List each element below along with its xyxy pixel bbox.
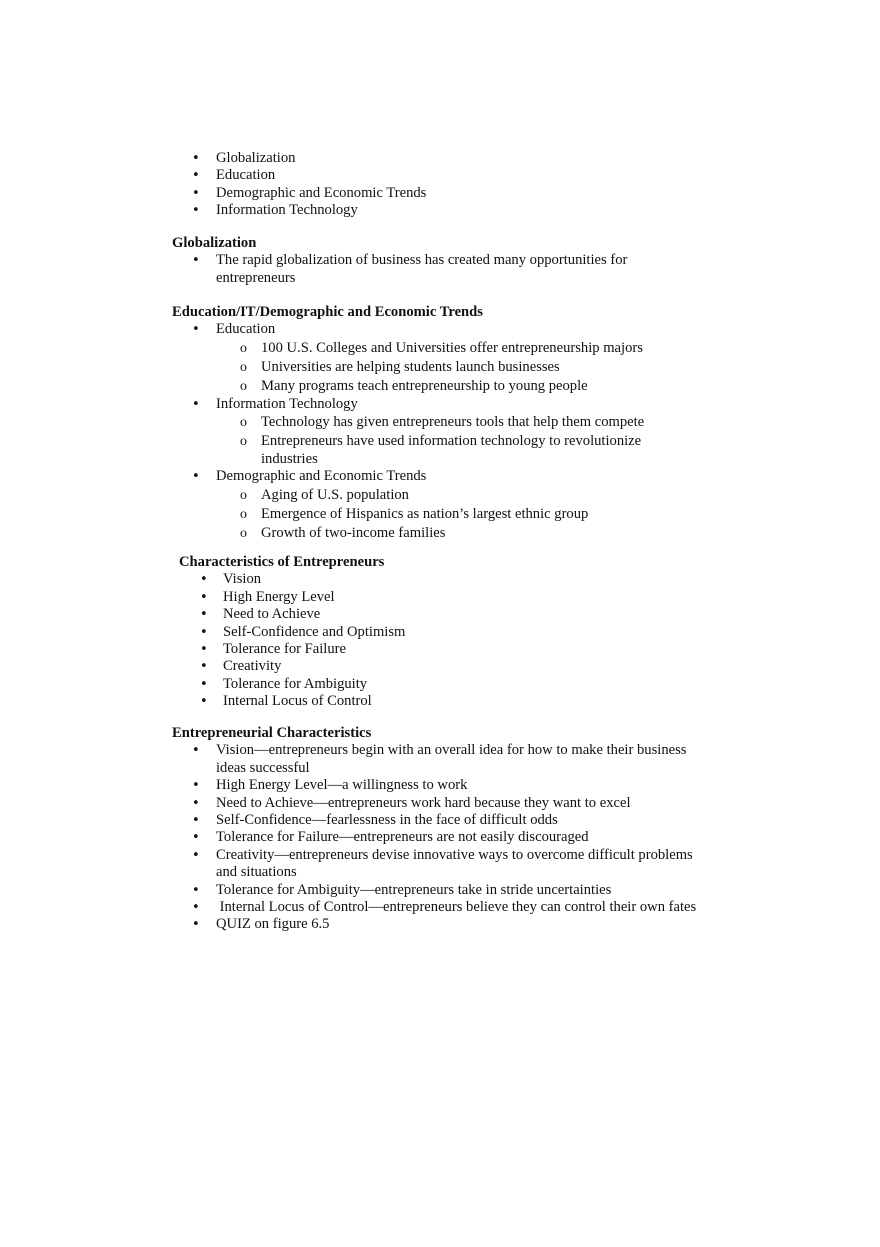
list-item: • Globalization (172, 150, 732, 167)
list-item: • Education (172, 167, 732, 184)
sub-list-item: o Universities are helping students launch businesses (172, 359, 732, 376)
list-item: • Vision (172, 571, 732, 588)
list-item: • High Energy Level—a willingness to work (172, 777, 717, 794)
globalization-section (172, 235, 732, 287)
section-heading: Entrepreneurial Characteristics (172, 725, 372, 741)
sub-list-item: o Entrepreneurs have used information technology to revolutionize industries (172, 433, 661, 468)
list-item: • Vision—entrepreneurs begin with an overall idea for how to make their business ideas successful (172, 742, 717, 777)
sub-list-item: o 100 U.S. Colleges and Universities offer entrepreneurship majors (172, 340, 732, 357)
globalization-list (172, 252, 642, 287)
sub-list-item: o Emergence of Hispanics as nation’s largest ethnic group (172, 506, 732, 523)
list-item: • Need to Achieve (172, 606, 732, 623)
list-item: • QUIZ on figure 6.5 (172, 916, 717, 933)
list-item: • Tolerance for Failure (172, 641, 732, 658)
list-item: • Information Technology (172, 396, 732, 413)
list-item: • Internal Locus of Control—entrepreneurs believe they can control their own fates (172, 899, 717, 916)
list-item: • Demographic and Economic Trends (172, 185, 732, 202)
list-item: • Tolerance for Failure—entrepreneurs are not easily discouraged (172, 829, 717, 846)
list-item: • The rapid globalization of business has created many opportunities for entrepreneurs (172, 252, 642, 287)
sub-list-item: o Growth of two-income families (172, 525, 732, 542)
list-item: • Information Technology (172, 202, 732, 219)
sub-list-item: o Aging of U.S. population (172, 487, 732, 504)
list-item: • High Energy Level (172, 589, 732, 606)
characteristics-section (172, 554, 732, 711)
intro-list (172, 150, 732, 220)
list-item: • Demographic and Economic Trends (172, 468, 732, 485)
entrepreneurial-section (172, 725, 732, 934)
sub-list-item: o Many programs teach entrepreneurship to young people (172, 378, 732, 395)
section-heading: Education/IT/Demographic and Economic Trends (172, 304, 483, 320)
list-item: • Self-Confidence and Optimism (172, 624, 732, 641)
trends-list (172, 321, 732, 542)
intro-section (172, 150, 732, 220)
list-item: • Creativity (172, 658, 732, 675)
list-item: • Need to Achieve—entrepreneurs work hard because they want to excel (172, 795, 717, 812)
sub-list-item: o Technology has given entrepreneurs tools that help them compete (172, 414, 732, 431)
list-item: • Tolerance for Ambiguity—entrepreneurs take in stride uncertainties (172, 882, 717, 899)
section-heading: Globalization (172, 235, 257, 251)
list-item: • Creativity—entrepreneurs devise innovative ways to overcome difficult problems and situations (172, 847, 717, 882)
list-item: • Self-Confidence—fearlessness in the face of difficult odds (172, 812, 717, 829)
characteristics-list (172, 571, 732, 710)
entrepreneurial-list (172, 742, 717, 933)
list-item: • Education (172, 321, 732, 338)
trends-section (172, 304, 732, 542)
list-item: • Internal Locus of Control (172, 693, 732, 710)
section-heading: Characteristics of Entrepreneurs (179, 554, 385, 570)
list-item: • Tolerance for Ambiguity (172, 676, 732, 693)
